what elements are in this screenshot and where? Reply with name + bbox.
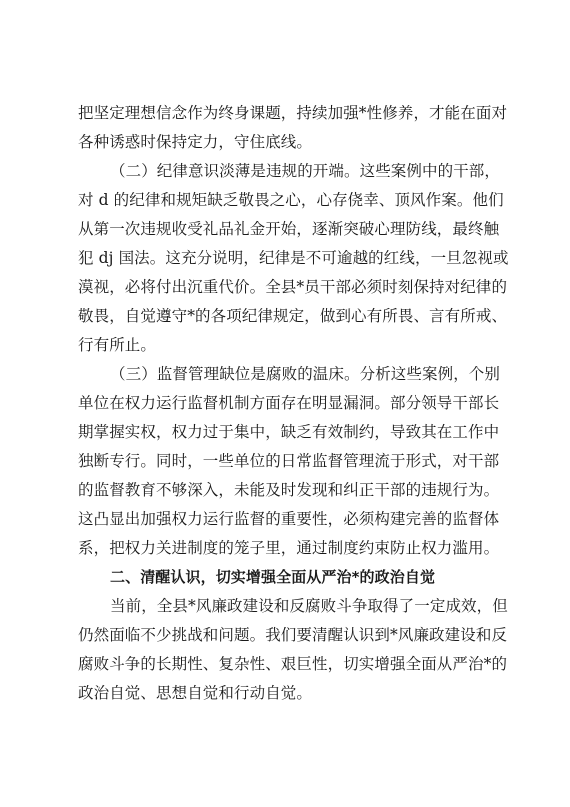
paragraph-line: 从第一次违规收受礼品礼金开始，逐渐突破心理防线，最终触	[78, 220, 500, 238]
paragraph-line: 单位在权力运行监督机制方面存在明显漏洞。部分领导干部长	[78, 394, 500, 412]
paragraph-line: 的监督教育不够深入，未能及时发现和纠正干部的违规行为。	[78, 481, 500, 499]
paragraph-line: 把坚定理想信念作为终身课题，持续加强*性修养，才能在面对	[78, 104, 508, 122]
paragraph-line: 腐败斗争的长期性、复杂性、艰巨性，切实增强全面从严治*的	[78, 655, 508, 673]
paragraph-line: 独断专行。同时，一些单位的日常监督管理流于形式，对干部	[78, 452, 500, 470]
paragraph-line: 这凸显出加强权力运行监督的重要性，必须构建完善的监督体	[78, 510, 500, 528]
paragraph-line: 行有所止。	[78, 336, 157, 354]
paragraph-line: 当前，全县*风廉政建设和反腐败斗争取得了一定成效，但	[110, 597, 508, 615]
paragraph-line: 期掌握实权，权力过于集中，缺乏有效制约，导致其在工作中	[78, 423, 500, 441]
paragraph-line: 漠视，必将付出沉重代价。全县*员干部必须时刻保持对纪律的	[78, 278, 508, 296]
paragraph-line: 系，把权力关进制度的笼子里，通过制度约束防止权力滥用。	[78, 539, 500, 557]
section-heading: 二、清醒认识，切实增强全面从严治*的政治自觉	[110, 568, 436, 586]
paragraph-line: 政治自觉、思想自觉和行动自觉。	[78, 684, 313, 702]
paragraph-line: 仍然面临不少挑战和问题。我们要清醒认识到*风廉政建设和反	[78, 626, 508, 644]
paragraph-line: 敬畏，自觉遵守*的各项纪律规定，做到心有所畏、言有所戒、	[78, 307, 508, 325]
paragraph-line: （三）监督管理缺位是腐败的温床。分析这些案例，个别	[110, 365, 501, 383]
paragraph-line: 对 d 的纪律和规矩缺乏敬畏之心，心存侥幸、顶风作案。他们	[78, 191, 504, 209]
paragraph-line: （二）纪律意识淡薄是违规的开端。这些案例中的干部，	[110, 162, 501, 180]
paragraph-line: 各种诱惑时保持定力，守住底线。	[78, 133, 313, 151]
paragraph-line: 犯 dj 国法。这充分说明，纪律是不可逾越的红线，一旦忽视或	[78, 249, 509, 267]
